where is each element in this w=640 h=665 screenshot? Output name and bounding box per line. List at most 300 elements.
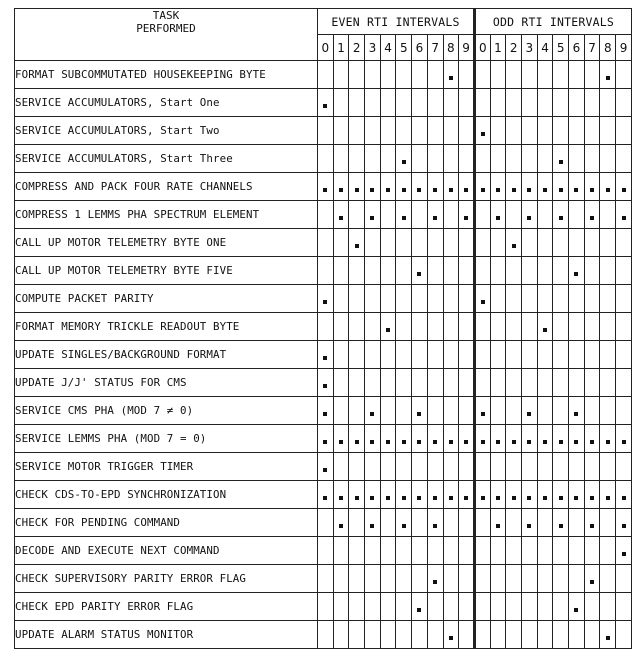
even-cell-0 xyxy=(318,621,334,649)
scheduled-mark xyxy=(323,440,327,444)
even-cell-9 xyxy=(459,257,475,285)
odd-cell-6 xyxy=(569,257,585,285)
scheduled-mark xyxy=(449,440,453,444)
odd-cell-3 xyxy=(522,145,538,173)
odd-cell-3 xyxy=(522,453,538,481)
odd-cell-9 xyxy=(616,369,632,397)
odd-cell-0 xyxy=(474,453,490,481)
task-row xyxy=(15,201,632,229)
even-cell-5 xyxy=(396,313,412,341)
even-cell-4 xyxy=(380,229,396,257)
odd-cell-5 xyxy=(553,257,569,285)
even-cell-4 xyxy=(380,61,396,89)
odd-cell-4 xyxy=(537,313,553,341)
odd-cell-6 xyxy=(569,369,585,397)
header-row-groups xyxy=(15,9,632,35)
scheduled-mark xyxy=(417,272,421,276)
scheduled-mark xyxy=(559,496,563,500)
odd-cell-7 xyxy=(584,397,600,425)
odd-cell-6 xyxy=(569,425,585,453)
odd-cell-8 xyxy=(600,369,616,397)
even-cell-8 xyxy=(443,397,459,425)
odd-cell-6 xyxy=(569,145,585,173)
odd-cell-7 xyxy=(584,509,600,537)
odd-cell-2 xyxy=(506,201,522,229)
odd-cell-0 xyxy=(474,593,490,621)
even-cell-3 xyxy=(365,453,381,481)
scheduled-mark xyxy=(464,496,468,500)
scheduled-mark xyxy=(527,188,531,192)
even-cell-8 xyxy=(443,173,459,201)
scheduled-mark xyxy=(543,440,547,444)
even-cell-3 xyxy=(365,537,381,565)
odd-cell-9 xyxy=(616,481,632,509)
odd-cell-6 xyxy=(569,61,585,89)
even-cell-5 xyxy=(396,229,412,257)
task-performed-header xyxy=(15,9,318,61)
even-cell-1 xyxy=(333,509,349,537)
even-cell-0 xyxy=(318,341,334,369)
odd-cell-5 xyxy=(553,593,569,621)
scheduled-mark xyxy=(433,580,437,584)
even-cell-1 xyxy=(333,621,349,649)
odd-cell-6 xyxy=(569,173,585,201)
even-cell-1 xyxy=(333,341,349,369)
even-cell-6 xyxy=(412,341,428,369)
odd-cell-8 xyxy=(600,593,616,621)
even-cell-8 xyxy=(443,369,459,397)
task-label: CHECK CDS-TO-EPD SYNCHRONIZATION xyxy=(15,481,318,509)
scheduled-mark xyxy=(574,440,578,444)
even-cell-2 xyxy=(349,341,365,369)
task-header-line2: PERFORMED xyxy=(136,22,196,35)
odd-cell-9 xyxy=(616,537,632,565)
even-cell-9 xyxy=(459,201,475,229)
odd-cell-8 xyxy=(600,145,616,173)
scheduled-mark xyxy=(464,188,468,192)
odd-cell-3 xyxy=(522,173,538,201)
odd-cell-5 xyxy=(553,117,569,145)
scheduled-mark xyxy=(323,496,327,500)
scheduled-mark xyxy=(339,524,343,528)
odd-cell-0 xyxy=(474,61,490,89)
even-cell-7 xyxy=(427,117,443,145)
even-interval-7: 7 xyxy=(427,35,443,61)
even-cell-3 xyxy=(365,481,381,509)
task-row xyxy=(15,229,632,257)
odd-cell-6 xyxy=(569,229,585,257)
even-cell-2 xyxy=(349,89,365,117)
even-cell-4 xyxy=(380,425,396,453)
even-cell-2 xyxy=(349,565,365,593)
even-cell-0 xyxy=(318,481,334,509)
odd-cell-2 xyxy=(506,173,522,201)
even-cell-2 xyxy=(349,537,365,565)
scheduled-mark xyxy=(433,188,437,192)
even-cell-7 xyxy=(427,229,443,257)
task-label: SERVICE ACCUMULATORS, Start Two xyxy=(15,117,318,145)
task-row xyxy=(15,593,632,621)
scheduled-mark xyxy=(402,496,406,500)
odd-interval-0: 0 xyxy=(474,35,490,61)
odd-cell-9 xyxy=(616,285,632,313)
even-cell-2 xyxy=(349,509,365,537)
even-cell-6 xyxy=(412,397,428,425)
odd-cell-4 xyxy=(537,341,553,369)
even-cell-7 xyxy=(427,201,443,229)
odd-cell-0 xyxy=(474,341,490,369)
even-cell-7 xyxy=(427,257,443,285)
odd-cell-4 xyxy=(537,173,553,201)
even-cell-1 xyxy=(333,397,349,425)
even-cell-2 xyxy=(349,397,365,425)
even-cell-6 xyxy=(412,425,428,453)
odd-intervals-header: ODD RTI INTERVALS xyxy=(474,9,631,35)
scheduled-mark xyxy=(449,496,453,500)
odd-cell-2 xyxy=(506,537,522,565)
odd-cell-8 xyxy=(600,89,616,117)
odd-cell-5 xyxy=(553,285,569,313)
even-cell-8 xyxy=(443,481,459,509)
odd-cell-5 xyxy=(553,201,569,229)
task-header-line1: TASK xyxy=(152,9,180,22)
even-cell-9 xyxy=(459,621,475,649)
odd-cell-8 xyxy=(600,173,616,201)
even-cell-6 xyxy=(412,593,428,621)
odd-cell-3 xyxy=(522,369,538,397)
even-cell-6 xyxy=(412,257,428,285)
odd-cell-5 xyxy=(553,537,569,565)
scheduled-mark xyxy=(622,524,626,528)
odd-cell-2 xyxy=(506,565,522,593)
even-cell-3 xyxy=(365,509,381,537)
odd-cell-6 xyxy=(569,397,585,425)
odd-cell-7 xyxy=(584,117,600,145)
even-cell-8 xyxy=(443,565,459,593)
odd-cell-5 xyxy=(553,509,569,537)
scheduled-mark xyxy=(559,188,563,192)
odd-cell-2 xyxy=(506,117,522,145)
even-cell-3 xyxy=(365,397,381,425)
odd-cell-7 xyxy=(584,537,600,565)
odd-cell-2 xyxy=(506,89,522,117)
odd-cell-0 xyxy=(474,425,490,453)
odd-cell-1 xyxy=(490,341,506,369)
scheduled-mark xyxy=(574,272,578,276)
odd-cell-9 xyxy=(616,509,632,537)
odd-cell-3 xyxy=(522,481,538,509)
even-cell-9 xyxy=(459,397,475,425)
even-cell-1 xyxy=(333,117,349,145)
even-cell-5 xyxy=(396,89,412,117)
scheduled-mark xyxy=(355,496,359,500)
odd-cell-2 xyxy=(506,593,522,621)
even-cell-3 xyxy=(365,313,381,341)
task-row xyxy=(15,369,632,397)
odd-cell-0 xyxy=(474,565,490,593)
odd-cell-8 xyxy=(600,117,616,145)
even-cell-7 xyxy=(427,173,443,201)
scheduled-mark xyxy=(543,496,547,500)
scheduled-mark xyxy=(339,216,343,220)
task-label: FORMAT MEMORY TRICKLE READOUT BYTE xyxy=(15,313,318,341)
even-cell-0 xyxy=(318,173,334,201)
odd-cell-0 xyxy=(474,229,490,257)
even-interval-6: 6 xyxy=(412,35,428,61)
scheduled-mark xyxy=(496,216,500,220)
odd-cell-4 xyxy=(537,453,553,481)
odd-cell-2 xyxy=(506,369,522,397)
odd-cell-7 xyxy=(584,313,600,341)
scheduled-mark xyxy=(370,216,374,220)
scheduled-mark xyxy=(417,412,421,416)
task-label: COMPUTE PACKET PARITY xyxy=(15,285,318,313)
even-cell-8 xyxy=(443,425,459,453)
odd-cell-8 xyxy=(600,229,616,257)
even-cell-0 xyxy=(318,257,334,285)
even-cell-0 xyxy=(318,229,334,257)
task-label: SERVICE ACCUMULATORS, Start Three xyxy=(15,145,318,173)
even-cell-7 xyxy=(427,565,443,593)
scheduled-mark xyxy=(417,440,421,444)
odd-cell-7 xyxy=(584,89,600,117)
even-cell-1 xyxy=(333,313,349,341)
odd-cell-0 xyxy=(474,285,490,313)
odd-cell-4 xyxy=(537,397,553,425)
task-row xyxy=(15,145,632,173)
task-label: CALL UP MOTOR TELEMETRY BYTE FIVE xyxy=(15,257,318,285)
task-row xyxy=(15,89,632,117)
even-cell-7 xyxy=(427,89,443,117)
odd-cell-9 xyxy=(616,565,632,593)
task-row xyxy=(15,453,632,481)
odd-cell-4 xyxy=(537,117,553,145)
even-cell-5 xyxy=(396,425,412,453)
scheduled-mark xyxy=(496,496,500,500)
even-cell-9 xyxy=(459,593,475,621)
scheduled-mark xyxy=(339,496,343,500)
odd-cell-9 xyxy=(616,593,632,621)
odd-cell-7 xyxy=(584,145,600,173)
scheduled-mark xyxy=(449,76,453,80)
scheduled-mark xyxy=(402,524,406,528)
scheduled-mark xyxy=(574,412,578,416)
even-cell-1 xyxy=(333,173,349,201)
scheduled-mark xyxy=(527,412,531,416)
odd-cell-8 xyxy=(600,425,616,453)
even-cell-0 xyxy=(318,145,334,173)
even-cell-2 xyxy=(349,425,365,453)
scheduled-mark xyxy=(622,552,626,556)
even-cell-9 xyxy=(459,537,475,565)
even-interval-1: 1 xyxy=(333,35,349,61)
odd-cell-3 xyxy=(522,593,538,621)
odd-cell-7 xyxy=(584,481,600,509)
even-cell-9 xyxy=(459,341,475,369)
even-cell-4 xyxy=(380,173,396,201)
even-cell-3 xyxy=(365,341,381,369)
even-cell-2 xyxy=(349,369,365,397)
task-row xyxy=(15,285,632,313)
even-cell-3 xyxy=(365,173,381,201)
odd-cell-7 xyxy=(584,257,600,285)
odd-cell-4 xyxy=(537,509,553,537)
task-row xyxy=(15,341,632,369)
odd-cell-9 xyxy=(616,89,632,117)
odd-cell-2 xyxy=(506,257,522,285)
scheduled-mark xyxy=(464,216,468,220)
scheduled-mark xyxy=(606,636,610,640)
even-cell-4 xyxy=(380,369,396,397)
odd-cell-6 xyxy=(569,117,585,145)
scheduled-mark xyxy=(527,496,531,500)
odd-interval-2: 2 xyxy=(506,35,522,61)
scheduled-mark xyxy=(527,440,531,444)
even-cell-4 xyxy=(380,117,396,145)
even-cell-6 xyxy=(412,369,428,397)
odd-cell-8 xyxy=(600,257,616,285)
scheduled-mark xyxy=(622,440,626,444)
odd-cell-0 xyxy=(474,537,490,565)
even-cell-5 xyxy=(396,117,412,145)
even-interval-8: 8 xyxy=(443,35,459,61)
odd-cell-2 xyxy=(506,397,522,425)
even-cell-1 xyxy=(333,229,349,257)
odd-cell-9 xyxy=(616,117,632,145)
task-row xyxy=(15,257,632,285)
scheduled-mark xyxy=(481,188,485,192)
even-cell-0 xyxy=(318,201,334,229)
scheduled-mark xyxy=(355,244,359,248)
odd-cell-4 xyxy=(537,257,553,285)
odd-cell-3 xyxy=(522,201,538,229)
odd-cell-3 xyxy=(522,341,538,369)
even-cell-6 xyxy=(412,313,428,341)
scheduled-mark xyxy=(386,440,390,444)
odd-cell-0 xyxy=(474,117,490,145)
scheduled-mark xyxy=(433,440,437,444)
odd-cell-1 xyxy=(490,89,506,117)
scheduled-mark xyxy=(512,188,516,192)
scheduled-mark xyxy=(323,468,327,472)
scheduled-mark xyxy=(559,440,563,444)
even-cell-8 xyxy=(443,229,459,257)
odd-cell-3 xyxy=(522,229,538,257)
scheduled-mark xyxy=(355,440,359,444)
odd-cell-8 xyxy=(600,285,616,313)
even-cell-5 xyxy=(396,453,412,481)
odd-cell-7 xyxy=(584,285,600,313)
even-cell-4 xyxy=(380,537,396,565)
even-cell-8 xyxy=(443,145,459,173)
odd-cell-3 xyxy=(522,537,538,565)
odd-cell-1 xyxy=(490,173,506,201)
odd-cell-1 xyxy=(490,565,506,593)
even-cell-1 xyxy=(333,61,349,89)
scheduled-mark xyxy=(481,496,485,500)
task-row xyxy=(15,117,632,145)
odd-cell-2 xyxy=(506,61,522,89)
odd-cell-6 xyxy=(569,481,585,509)
even-cell-7 xyxy=(427,369,443,397)
even-cell-5 xyxy=(396,369,412,397)
odd-cell-5 xyxy=(553,89,569,117)
odd-cell-5 xyxy=(553,61,569,89)
odd-interval-4: 4 xyxy=(537,35,553,61)
odd-cell-8 xyxy=(600,537,616,565)
even-cell-8 xyxy=(443,453,459,481)
scheduled-mark xyxy=(370,188,374,192)
scheduled-mark xyxy=(402,160,406,164)
odd-cell-4 xyxy=(537,481,553,509)
odd-cell-0 xyxy=(474,89,490,117)
odd-cell-0 xyxy=(474,369,490,397)
scheduled-mark xyxy=(323,300,327,304)
odd-cell-4 xyxy=(537,537,553,565)
odd-cell-9 xyxy=(616,61,632,89)
even-cell-8 xyxy=(443,61,459,89)
even-cell-2 xyxy=(349,481,365,509)
task-row xyxy=(15,313,632,341)
even-cell-4 xyxy=(380,593,396,621)
scheduled-mark xyxy=(464,440,468,444)
scheduled-mark xyxy=(386,496,390,500)
odd-cell-3 xyxy=(522,89,538,117)
scheduled-mark xyxy=(386,328,390,332)
odd-cell-8 xyxy=(600,397,616,425)
scheduled-mark xyxy=(386,188,390,192)
odd-cell-0 xyxy=(474,481,490,509)
even-cell-2 xyxy=(349,61,365,89)
even-cell-7 xyxy=(427,481,443,509)
odd-cell-4 xyxy=(537,565,553,593)
odd-cell-9 xyxy=(616,313,632,341)
even-cell-8 xyxy=(443,117,459,145)
odd-cell-4 xyxy=(537,593,553,621)
odd-cell-1 xyxy=(490,145,506,173)
even-cell-6 xyxy=(412,481,428,509)
odd-cell-1 xyxy=(490,425,506,453)
even-cell-1 xyxy=(333,593,349,621)
even-cell-1 xyxy=(333,369,349,397)
even-cell-0 xyxy=(318,313,334,341)
even-cell-9 xyxy=(459,369,475,397)
scheduled-mark xyxy=(481,440,485,444)
odd-cell-3 xyxy=(522,257,538,285)
scheduled-mark xyxy=(574,188,578,192)
even-cell-6 xyxy=(412,229,428,257)
task-row xyxy=(15,61,632,89)
even-cell-0 xyxy=(318,369,334,397)
scheduled-mark xyxy=(606,188,610,192)
odd-cell-7 xyxy=(584,425,600,453)
odd-cell-3 xyxy=(522,425,538,453)
even-cell-4 xyxy=(380,565,396,593)
even-cell-5 xyxy=(396,397,412,425)
odd-cell-2 xyxy=(506,453,522,481)
even-cell-8 xyxy=(443,593,459,621)
even-cell-9 xyxy=(459,313,475,341)
rti-task-table xyxy=(14,8,632,649)
task-label: COMPRESS 1 LEMMS PHA SPECTRUM ELEMENT xyxy=(15,201,318,229)
odd-cell-8 xyxy=(600,341,616,369)
scheduled-mark xyxy=(606,76,610,80)
odd-cell-8 xyxy=(600,453,616,481)
even-cell-9 xyxy=(459,173,475,201)
task-label: SERVICE ACCUMULATORS, Start One xyxy=(15,89,318,117)
odd-cell-1 xyxy=(490,285,506,313)
even-cell-0 xyxy=(318,593,334,621)
